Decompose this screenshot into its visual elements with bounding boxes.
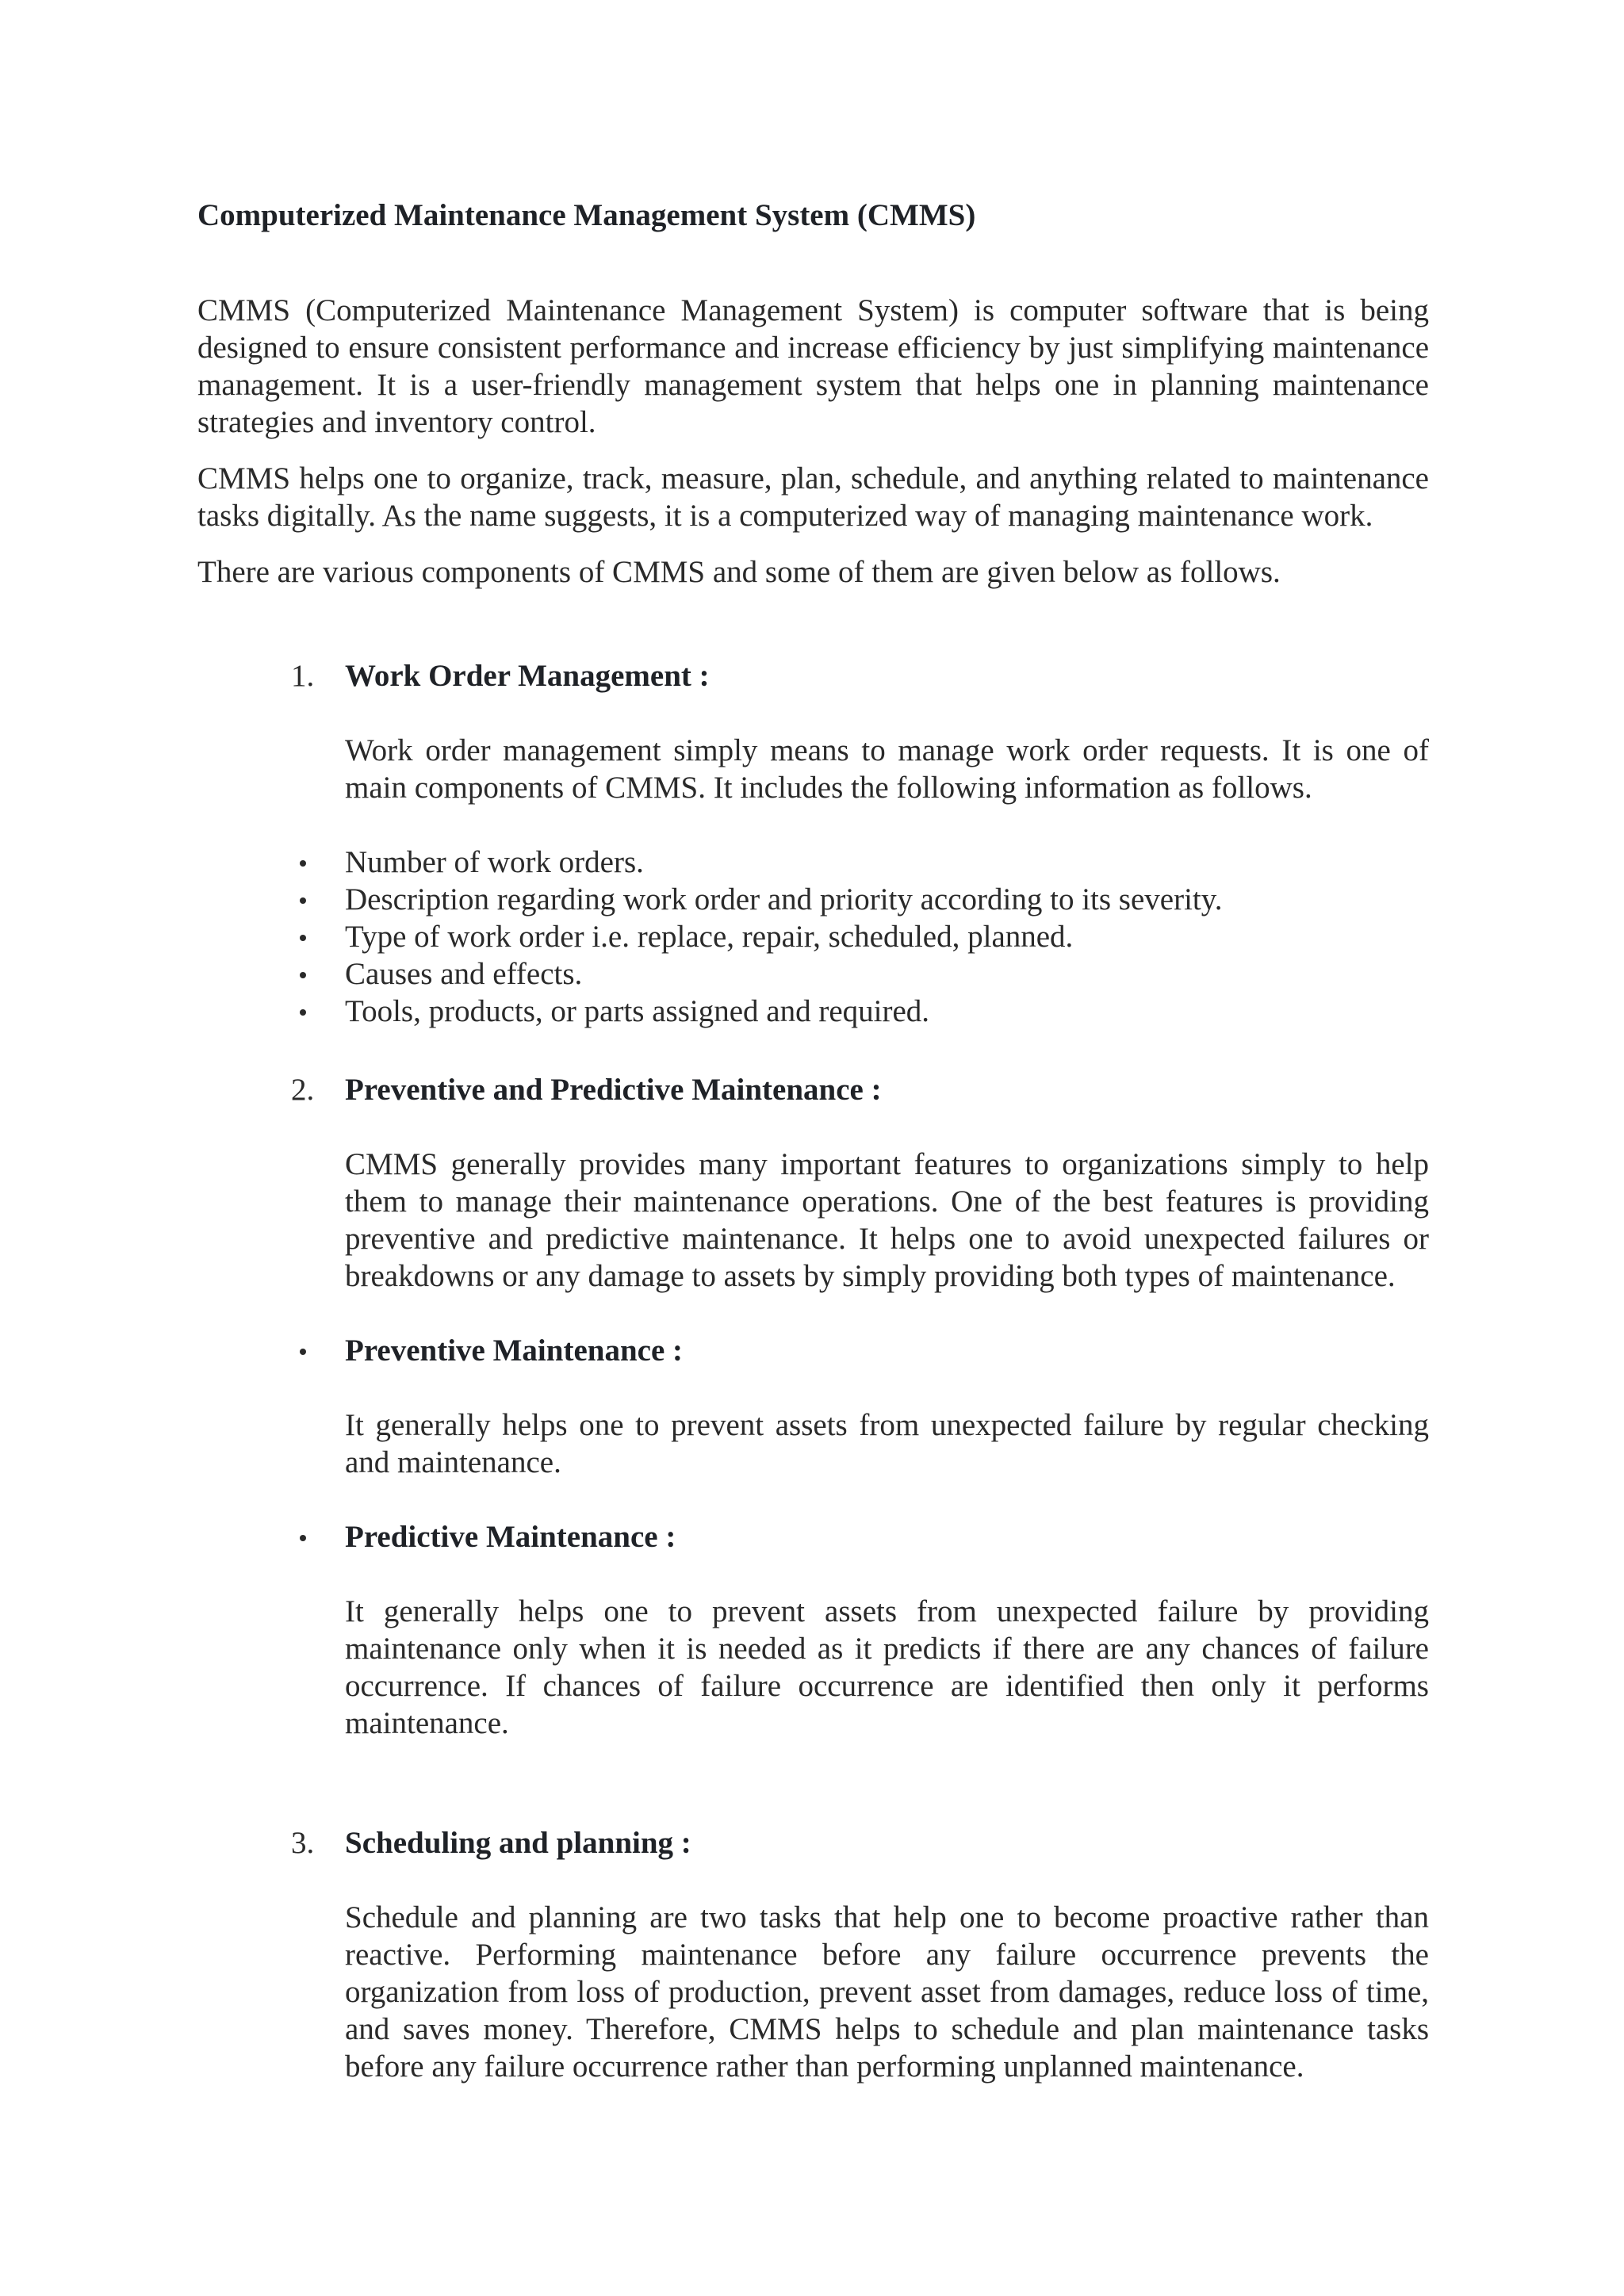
list-item [345, 881, 1429, 918]
list-item-text: Causes and effects. [345, 957, 583, 991]
document-title: Computerized Maintenance Management System (CMMS) [197, 198, 976, 232]
bullet-icon [300, 1349, 306, 1355]
section-number: 2. [291, 1073, 315, 1107]
intro-paragraph: CMMS (Computerized Maintenance Management System) is computer software that is being designed to ensure consistent performance and increase efficiency by just simplifying maintenance management. It is a user-friendly management system that helps one in planning maintenance strategies and inventory control. [197, 293, 1429, 439]
section-scheduling-and-planning [197, 1824, 1429, 2085]
list-item [345, 918, 1429, 955]
section-paragraph: Work order management simply means to manage work order requests. It is one of main components of CMMS. It includes the following information as follows. [345, 733, 1429, 805]
list-item-text: Tools, products, or parts assigned and required. [345, 994, 930, 1028]
bullet-icon [300, 1535, 306, 1541]
section-paragraph: Schedule and planning are two tasks that help one to become proactive rather than reactive. Performing maintenance before any failure occurrence prevents the organization from loss of production, prevent asset from damages, reduce loss of time, and saves money. Therefore, CMMS helps to schedule and plan maintenance tasks before any failure occurrence rather than performing unplanned maintenance. [345, 1900, 1429, 2084]
intro-section [197, 292, 1429, 599]
section-paragraph: CMMS generally provides many important features to organizations simply to help them to manage their maintenance operations. One of the best features is providing preventive and predictive maintenance. It helps one to avoid unexpected failures or breakdowns or any damage to assets by simply providing both types of maintenance. [345, 1147, 1429, 1293]
bullet-icon [300, 897, 306, 904]
section-number: 1. [291, 659, 315, 693]
subsection-title: Preventive Maintenance : [345, 1334, 683, 1368]
section-title: Scheduling and planning : [345, 1826, 691, 1860]
section-body [345, 1899, 1429, 2085]
section-number: 3. [291, 1826, 315, 1860]
bullet-icon [300, 972, 306, 978]
list-item [345, 955, 1429, 993]
subsection-text: It generally helps one to prevent assets from unexpected failure by providing maintenance only when it is needed as it predicts if there are any chances of failure occurrence. If chances of failure occurrence are identified then only it performs maintenance. [345, 1594, 1429, 1740]
bullet-icon [300, 935, 306, 941]
bullet-list [197, 844, 1429, 1030]
list-item-text: Description regarding work order and priority according to its severity. [345, 882, 1223, 916]
subsection-text: It generally helps one to prevent assets from unexpected failure by regular checking and maintenance. [345, 1408, 1429, 1479]
bullet-icon [300, 1009, 306, 1016]
list-item [345, 844, 1429, 881]
section-work-order-management [197, 657, 1429, 1030]
subsection-preventive-maintenance [345, 1332, 1429, 1481]
section-heading [197, 1071, 1429, 1108]
list-item-text: Number of work orders. [345, 845, 644, 879]
section-heading [197, 1824, 1429, 1862]
section-title: Preventive and Predictive Maintenance : [345, 1073, 882, 1107]
list-item-text: Type of work order i.e. replace, repair, scheduled, planned. [345, 920, 1074, 954]
section-body [345, 732, 1429, 806]
section-heading [197, 657, 1429, 695]
intro-paragraph: There are various components of CMMS and some of them are given below as follows. [197, 555, 1281, 589]
list-item [345, 993, 1429, 1030]
subsection-title: Predictive Maintenance : [345, 1520, 676, 1554]
bullet-icon [300, 860, 306, 867]
intro-paragraph: CMMS helps one to organize, track, measure, plan, schedule, and anything related to maintenance tasks digitally. As the name suggests, it is a computerized way of managing maintenance work. [197, 461, 1429, 533]
section-preventive-predictive-maintenance [197, 1071, 1429, 1742]
section-title: Work Order Management : [345, 659, 710, 693]
section-body [345, 1146, 1429, 1295]
subsection-predictive-maintenance [345, 1518, 1429, 1742]
